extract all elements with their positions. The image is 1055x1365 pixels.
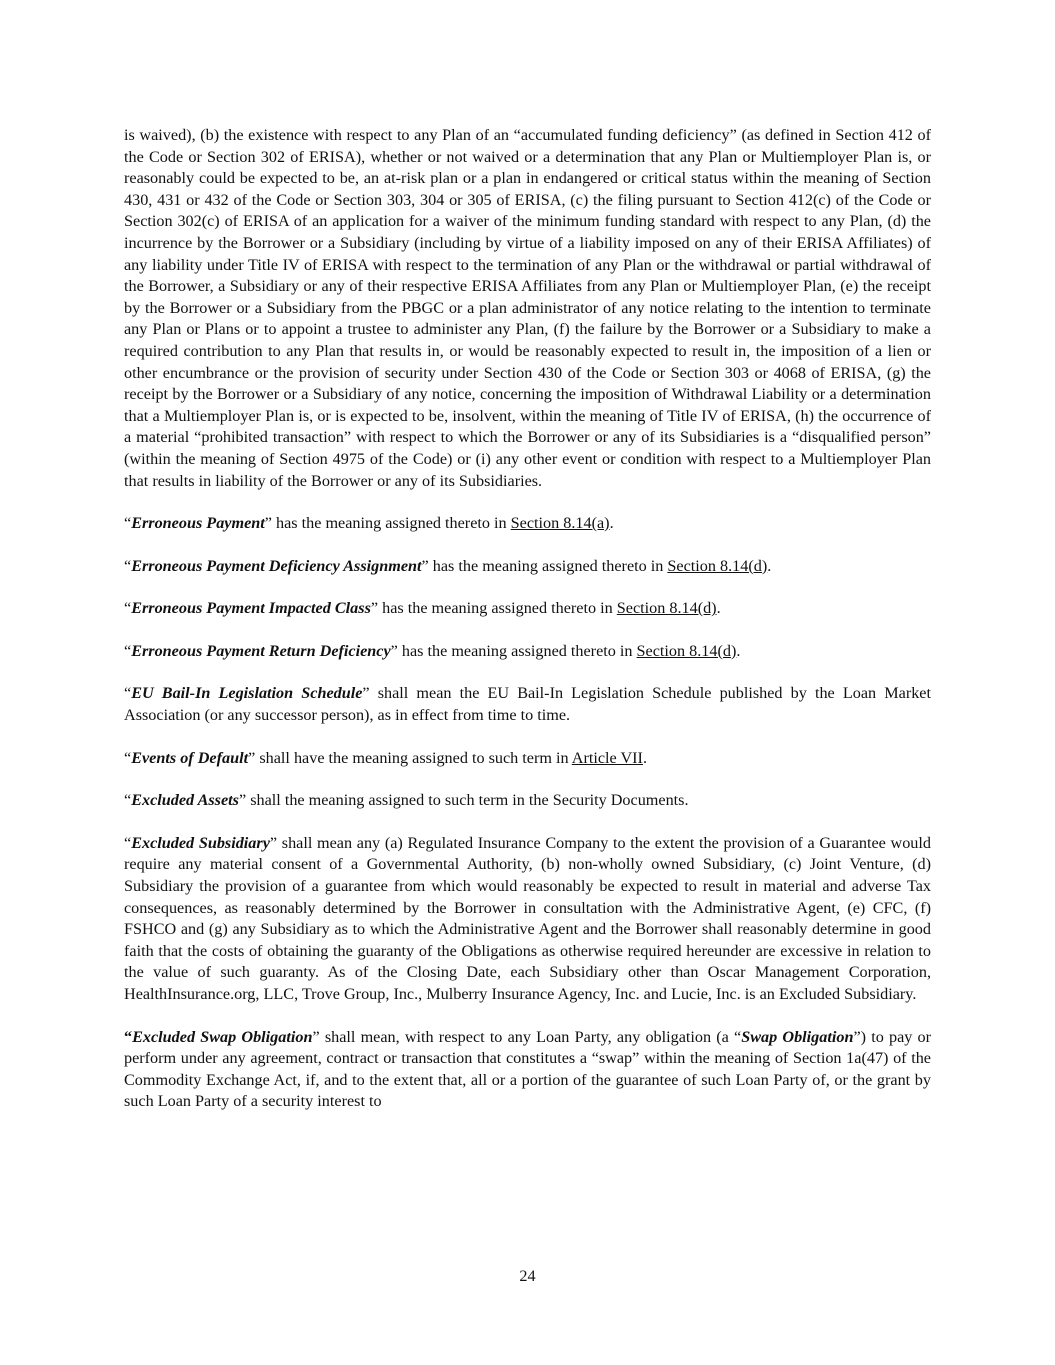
definition-text: shall mean any (a) Regulated Insurance Company to the extent the provision of a Guarantee would require any material consent of a Governmental Authority, (b) non-wholly owned Subsidiary, (c) Joint Venture, (d) Subsidiary the provision of a guarantee from which would reasonably be expected to result in material and adverse Tax consequences, as reasonably determined by the Borrower in consultation with the Administrative Agent, (e) CFC, (f) FSHCO and (g) any Subsidiary as to which the Administrative Agent and the Borrower shall reasonably determine in good faith that the costs of obtaining the guaranty of the Obligations as otherwise required hereunder are excessive in relation to the value of such guaranty. As of the Closing Date, each Subsidiary other than Oscar Management Corporation, HealthInsurance.org, LLC, Trove Group, Inc., Mulberry Insurance Agency, Inc. and Lucie, Inc. is an Excluded Subsidiary. [124, 833, 931, 1003]
definition-erroneous-payment [124, 513, 931, 535]
section-reference-link[interactable]: Section 8.14(d) [636, 641, 737, 660]
close-quote: ” [362, 684, 370, 703]
open-quote: “ [124, 599, 132, 618]
section-reference-link[interactable]: Section 8.14(a) [510, 514, 610, 533]
document-page [124, 125, 931, 1134]
definition-erroneous-payment-impacted-class [124, 598, 931, 620]
open-quote: “ [124, 833, 132, 852]
definition-text-end: . [736, 641, 741, 660]
section-reference-link[interactable]: Section 8.14(d) [616, 599, 717, 618]
defined-term: Events of Default [131, 748, 249, 767]
definition-text-end: . [642, 748, 647, 767]
open-quote: “ [124, 556, 132, 575]
defined-term: Excluded Subsidiary [131, 833, 270, 852]
open-quote: “ [124, 791, 132, 810]
definition-eu-bail-in-legislation-schedule [124, 683, 931, 726]
close-quote: ” [390, 641, 398, 660]
defined-term: Erroneous Payment Return Deficiency [131, 641, 391, 660]
definition-excluded-swap-obligation [124, 1027, 931, 1113]
definition-text: has the meaning assigned thereto in [428, 556, 668, 575]
article-reference-link[interactable]: Article VII [571, 748, 643, 767]
definition-text-end: . [767, 556, 772, 575]
defined-term: Erroneous Payment Impacted Class [131, 599, 371, 618]
defined-term: Excluded Swap Obligation [132, 1027, 313, 1046]
definition-excluded-assets [124, 790, 931, 812]
definition-erroneous-payment-deficiency-assignment [124, 556, 931, 578]
definition-text-end: . [716, 599, 721, 618]
definition-text: has the meaning assigned thereto in [397, 641, 637, 660]
open-quote: “ [124, 514, 132, 533]
definition-text: shall have the meaning assigned to such term in [255, 748, 572, 767]
defined-term: Erroneous Payment Deficiency Assignment [131, 556, 422, 575]
definition-excluded-subsidiary [124, 833, 931, 1006]
definition-events-of-default [124, 748, 931, 770]
definition-text: has the meaning assigned thereto in [378, 599, 617, 618]
defined-term: Erroneous Payment [131, 514, 265, 533]
definition-text: shall the meaning assigned to such term in the Security Documents. [246, 791, 689, 810]
section-reference-link[interactable]: Section 8.14(d) [667, 556, 768, 575]
defined-term: EU Bail-In Legislation Schedule [131, 684, 363, 703]
defined-term: Excluded Assets [131, 791, 239, 810]
close-quote: ” [248, 748, 256, 767]
definition-text: shall mean the EU Bail-In Legislation Schedule published by the Loan Market Association (or any successor person), as in effect from time to time. [124, 684, 931, 725]
open-quote: “ [124, 641, 132, 660]
definition-text: shall mean, with respect to any Loan Party, any obligation (a “ [319, 1027, 742, 1046]
close-quote: ” [269, 833, 278, 852]
page-number: 24 [519, 1267, 536, 1285]
close-quote: ” [370, 599, 379, 618]
definition-text: has the meaning assigned thereto in [271, 514, 511, 533]
defined-term-secondary: Swap Obligation [741, 1027, 854, 1046]
definition-text-end: . [609, 514, 614, 533]
open-quote: “ [124, 1027, 133, 1046]
definition-erroneous-payment-return-deficiency [124, 641, 931, 663]
close-quote: ” [264, 514, 272, 533]
close-quote: ” [238, 791, 247, 810]
open-quote: “ [124, 684, 132, 703]
close-quote: ” [421, 556, 429, 575]
intro-paragraph: is waived), (b) the existence with respect to any Plan of an “accumulated funding deficiency” (as defined in Section 412 of the Code or Section 302 of ERISA), whether or not waived or a determination that any Plan or Multiemployer Plan is, or reasonably could be expected to be, an at-risk plan or a plan in endangered or critical status within the meaning of Section 430, 431 or 432 of the Code or Section 303, 304 or 305 of ERISA, (c) the filing pursuant to Section 412(c) of the Code or Section 302(c) of ERISA of an application for a waiver of the minimum funding standard with respect to any Plan, (d) the incurrence by the Borrower or a Subsidiary (including by virtue of a liability imposed on any of their ERISA Affiliates) of any liability under Title IV of ERISA with respect to the termination of any Plan or the withdrawal or partial withdrawal of the Borrower, a Subsidiary or any of their respective ERISA Affiliates from any Plan or Multiemployer Plan, (e) the receipt by the Borrower or a Subsidiary from the PBGC or a plan administrator of any notice relating to the intention to terminate any Plan or Plans or to appoint a trustee to administer any Plan, (f) the failure by the Borrower or a Subsidiary to make a required contribution to any Plan that results in, or would be reasonably expected to result in, the imposition of a lien or other encumbrance or the provision of security under Section 430 of the Code or Section 303 or 4068 of ERISA, (g) the receipt by the Borrower or a Subsidiary of any notice, concerning the imposition of Withdrawal Liability or a determination that a Multiemployer Plan is, or is expected to be, insolvent, within the meaning of Title IV of ERISA, (h) the occurrence of a material “prohibited transaction” with respect to which the Borrower or any of its Subsidiaries is a “disqualified person” (within the meaning of Section 4975 of the Code) or (i) any other event or condition with respect to a Multiemployer Plan that results in liability of the Borrower or any of its Subsidiaries. [124, 126, 931, 490]
close-quote: ” [312, 1027, 320, 1046]
definition-text-continued: ”) to pay or perform under any agreement, contract or transaction that constitutes a “swap” within the meaning of Section 1a(47) of the Commodity Exchange Act, if, and to the extent that, all or a portion of the guarantee of such Loan Party of, or the grant by such Loan Party of a security interest to [124, 1027, 932, 1111]
open-quote: “ [124, 748, 132, 767]
